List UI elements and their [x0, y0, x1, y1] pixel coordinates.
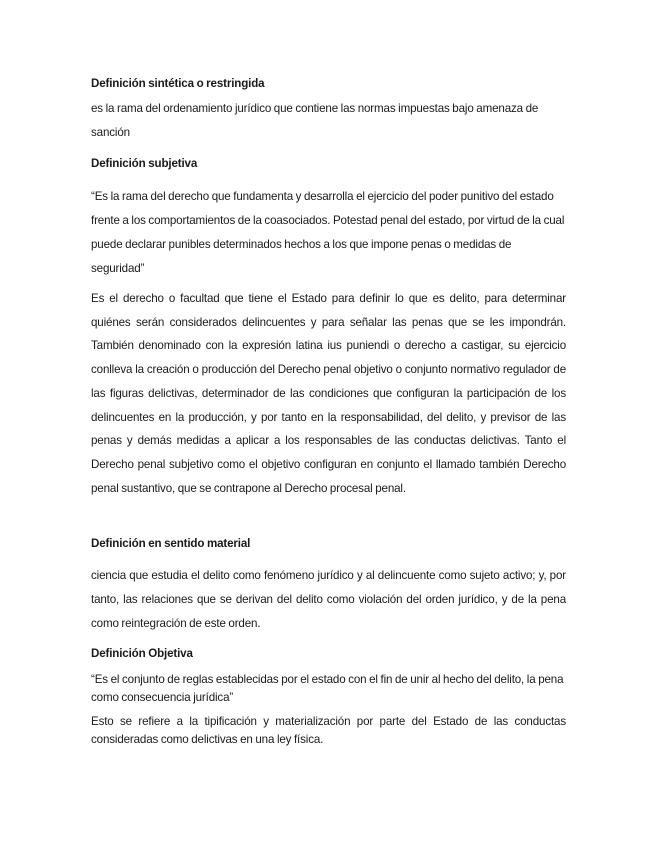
paragraph-definicion-objetiva-quote: “Es el conjunto de reglas establecidas por el estado con el fin de unir al hecho del delito, la pena como consecuencia jurídica”	[91, 673, 564, 704]
paragraph-definicion-material: ciencia que estudia el delito como fenómeno jurídico y al delincuente como sujeto activo; y, por tanto, las relaciones que se derivan del delito como violación del orden jurídico, y de la pena como reintegración de este orden.	[91, 569, 566, 630]
heading-definicion-subjetiva: Definición subjetiva	[91, 157, 198, 170]
paragraph-definicion-subjetiva-body: Es el derecho o facultad que tiene el Estado para definir lo que es delito, para determinar quiénes serán considerados delincuentes y para señalar las penas que se les impondrán. También denominado con la expresión latina ius puniendi o derecho a castigar, su ejercicio conlleva la creación o producción del Derecho penal objetivo o conjunto normativo regulador de las figuras delictivas, determinador de las condiciones que configuran la participación de los delincuentes en la producción, y por tanto en la responsabilidad, del delito, y previsor de las penas y demás medidas a aplicar a los responsables de las conductas delictivas. Tanto el Derecho penal subjetivo como el objetivo configuran en conjunto el llamado también Derecho penal sustantivo, que se contrapone al Derecho procesal penal.	[91, 292, 566, 495]
paragraph-definicion-objetiva-body: Esto se refiere a la tipificación y materialización por parte del Estado de las conductas consideradas como delictivas en una ley física.	[91, 715, 566, 746]
paragraph-definicion-sintetica: es la rama del ordenamiento jurídico que contiene las normas impuestas bajo amenaza de sanción	[91, 102, 539, 139]
heading-definicion-objetiva: Definición Objetiva	[91, 647, 193, 660]
heading-definicion-material: Definición en sentido material	[91, 537, 251, 550]
heading-definicion-sintetica: Definición sintética o restringida	[91, 77, 265, 90]
paragraph-definicion-subjetiva-quote: “Es la rama del derecho que fundamenta y desarrolla el ejercicio del poder punitivo del estado frente a los comportamientos de la coasociados. Potestad penal del estado, por virtud de la cual puede declarar punibles determinados hechos a los que impone penas o medidas de seguridad”	[91, 190, 565, 275]
